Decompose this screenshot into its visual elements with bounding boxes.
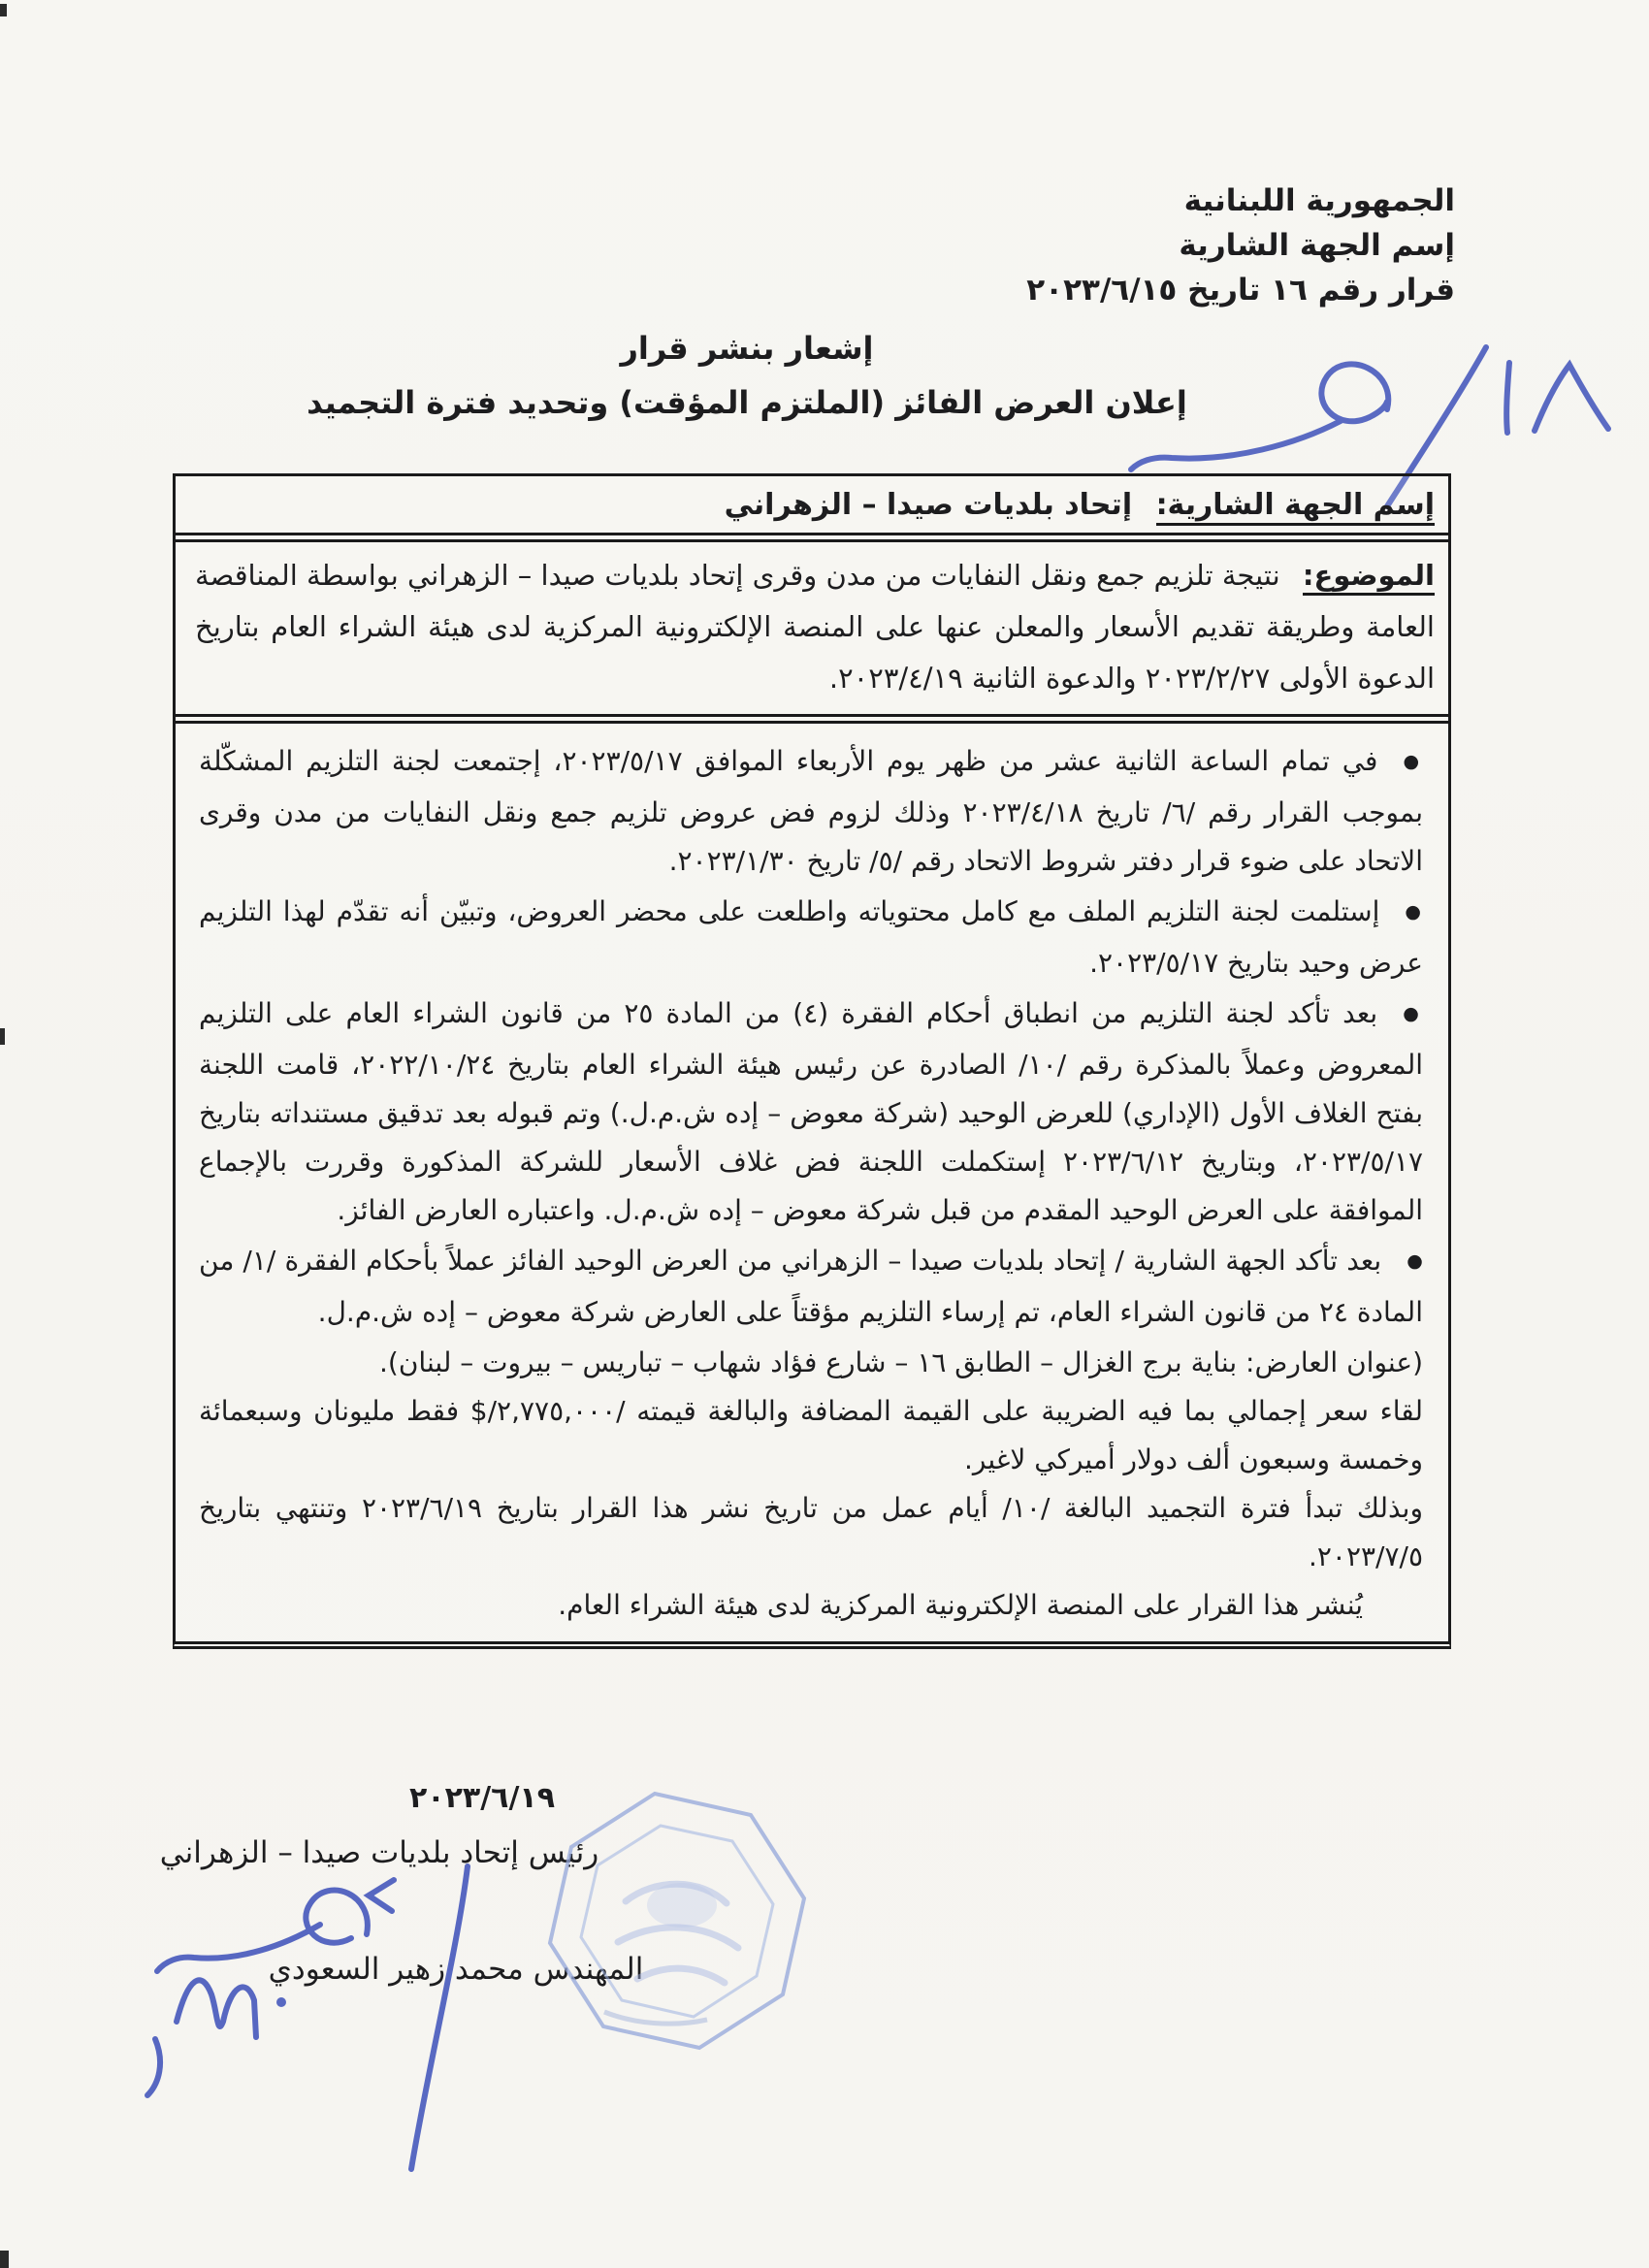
scan-artifact	[0, 2251, 9, 2268]
letterhead-decision-number: قرار رقم ١٦ تاريخ ٢٠٢٣/٦/١٥	[1026, 273, 1455, 308]
purchasing-entity-value: إتحاد بلديات صيدا – الزهراني	[724, 488, 1133, 522]
signatory-title: رئيس إتحاد بلديات صيدا – الزهراني	[159, 1835, 599, 1870]
bullet-envelope-opening: ● بعد تأكد لجنة التلزيم من انطباق أحكام الفقرة (٤) من المادة ٢٥ من قانون الشراء العام على التلزيم المعروض وعملاً بالمذكرة رقم /١٠/ الصادرة عن رئيس هيئة الشراء العام بتاريخ ٢٠٢٢/١٠/٢٤، قامت اللجنة بفتح الغلاف الأول (الإداري) للعرض الوحيد (شركة معوض – إده ش.م.ل.) وتم قبوله بعد تدقيق مستنداته بتاريخ ٢٠٢٣/٥/١٧، وبتاريخ ٢٠٢٣/٦/١٢ إستكملت اللجنة فض غلاف الأسعار للشركة المذكورة وقررت بالإجماع الموافقة على العرض الوحيد المقدم من قبل شركة معوض – إده ش.م.ل. واعتباره العارض الفائز.	[199, 989, 1423, 1235]
standstill-period-paragraph: وبذلك تبدأ فترة التجميد البالغة /١٠/ أيام عمل من تاريخ نشر هذا القرار بتاريخ ٢٠٢٣/٦/١٩ وتنتهي بتاريخ ٢٠٢٣/٧/٥.	[199, 1492, 1423, 1572]
handwritten-signature-icon	[136, 1831, 660, 2200]
publication-paragraph: يُنشر هذا القرار على المنصة الإلكترونية المركزية لدى هيئة الشراء العام.	[558, 1589, 1363, 1621]
letterhead	[1026, 178, 1455, 312]
row-divider	[176, 714, 1448, 724]
subject-label: الموضوع:	[1303, 559, 1435, 596]
notice-title: إشعار بنشر قرار	[620, 330, 874, 367]
scan-artifact	[0, 4, 7, 16]
bidder-address-paragraph: (عنوان العارض: بناية برج الغزال – الطابق ١٦ – شارع فؤاد شهاب – تباريس – بيروت – لبنان).	[379, 1346, 1423, 1378]
decision-body-row	[176, 724, 1448, 1641]
row-divider	[176, 533, 1448, 542]
subject-value: نتيجة تلزيم جمع ونقل النفايات من مدن وقرى إتحاد بلديات صيدا – الزهراني بواسطة المناقصة العامة وطريقة تقديم الأسعار والمعلن عنها على المنصة الإلكترونية المركزية لدى هيئة الشراء العام بتاريخ الدعوة الأولى ٢٠٢٣/٢/٢٧ والدعوة الثانية ٢٠٢٣/٤/١٩.	[195, 559, 1435, 695]
bullet-provisional-award: ● بعد تأكد الجهة الشارية / إتحاد بلديات صيدا – الزهراني من العرض الوحيد الفائز عملاً بأحكام الفقرة /١/ من المادة ٢٤ من قانون الشراء العام، تم إرساء التلزيم مؤقتاً على العارض شركة معوض – إده ش.م.ل.	[199, 1237, 1423, 1337]
document-titles	[116, 330, 1377, 421]
letterhead-entity-caption: إسم الجهة الشارية	[1179, 228, 1455, 263]
scan-artifact	[0, 1028, 5, 1045]
signatory-name: المهندس محمد زهير السعودي	[268, 1952, 644, 1987]
purchasing-entity-row	[176, 476, 1448, 533]
signature-date: ٢٠٢٣/٦/١٩	[408, 1781, 556, 1815]
subject-row	[176, 542, 1448, 714]
bullet-committee-meeting: ● في تمام الساعة الثانية عشر من ظهر يوم الأربعاء الموافق ٢٠٢٣/٥/١٧، إجتمعت لجنة التلزيم المشكّلة بموجب القرار رقم /٦/ تاريخ ٢٠٢٣/٤/١٨ وذلك لزوم فض عروض تلزيم جمع ونقل النفايات من مدن وقرى الاتحاد على ضوء قرار دفتر شروط الاتحاد رقم /٥/ تاريخ ٢٠٢٣/١/٣٠.	[199, 737, 1423, 886]
letterhead-republic: الجمهورية اللبنانية	[1183, 183, 1455, 218]
total-price-paragraph: لقاء سعر إجمالي بما فيه الضريبة على القيمة المضافة والبالغة قيمته /٢,٧٧٥,٠٠٠/$ فقط مليونان وسبعمائة وخمسة وسبعون ألف دولار أميركي لاغير.	[199, 1395, 1424, 1475]
decision-bullet-list	[199, 737, 1423, 1337]
bullet-single-offer: ● إستلمت لجنة التلزيم الملف مع كامل محتوياته واطلعت على محضر العروض، وتبيّن أنه تقدّم لهذا التلزيم عرض وحيد بتاريخ ٢٠٢٣/٥/١٧.	[199, 888, 1423, 988]
decision-table	[173, 473, 1451, 1649]
award-title: إعلان العرض الفائز (الملتزم المؤقت) وتحديد فترة التجميد	[307, 384, 1187, 421]
purchasing-entity-label: إسم الجهة الشارية:	[1156, 488, 1435, 526]
